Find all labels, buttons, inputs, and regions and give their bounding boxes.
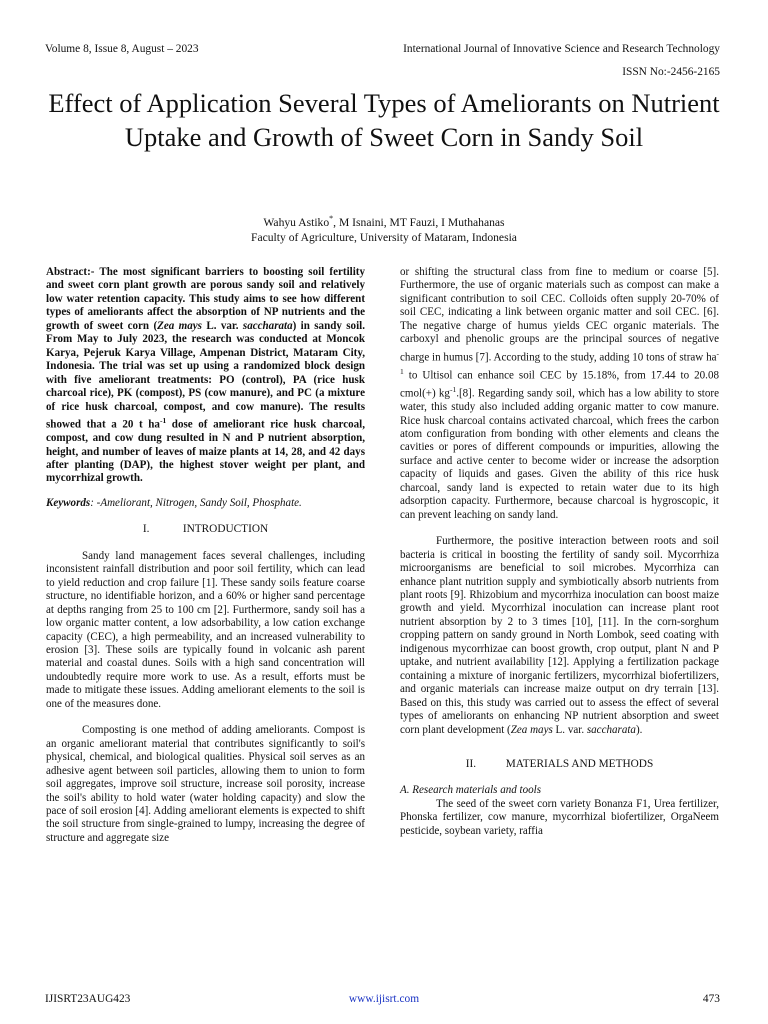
keywords: Keywords: -Ameliorant, Nitrogen, Sandy Soil, Phosphate. xyxy=(46,496,302,509)
intro-paragraph-1: Sandy land management faces several challenges, including inconsistent rainfall distribution and poor soil fertility, which can lead to yield reduction and crop failure [1]. These sandy soils feature coarse structure, no identifiable horizon, and a 60% or higher sand percentage at depths ranging from 25 to 100 cm [2]. Furthermore, sandy soil has a low organic matter content, a low adsorbability, a low cation exchange capacity (CEC), a high permeability, and an increased vulnerability to erosion [3]. These soils are typically found in volcanic ash parent material and coastal dunes. Soils with a high sand concentration will undoubtedly require more work to use. As a result, efforts must be made to mitigate these issues. Adding ameliorant elements to the soil is one of the measures done. xyxy=(46,549,365,710)
section-heading-materials-methods: II. MATERIALS AND METHODS xyxy=(465,757,654,770)
paper-title: Effect of Application Several Types of Ameliorants on Nutrient Uptake and Growth of Sweet Corn in Sandy Soil xyxy=(48,88,720,152)
corresponding-author-mark: * xyxy=(329,214,334,223)
journal-name-header: International Journal of Innovative Science and Research Technology xyxy=(403,43,720,55)
first-author: Wahyu Astiko xyxy=(263,215,330,229)
intro-paragraph-3: or shifting the structural class from fine to medium or coarse [5]. Furthermore, the use of organic materials such as compost can make a significant contribution to soil CEC. Colloids often supply 20-70% of soil CEC, indicating a link between organic matter and soil CEC. [6]. The negative charge of humus yields CEC organic materials. The carboxyl and phenolic groups are the principal sources of negative charge in humus [7]. According to the study, adding 10 tons of straw $ha^{-1}$ to Ultisol can enhance soil CEC by 15.18%, from 17.44 to 20.08 cmol(+) $kg^{-1}.[8]$. Regarding sandy soil, which has a low ability to store water, this study also included adding organic matter to cow manure. Rice husk charcoal contains activated charcoal, which frees the carbon atom configuration from bonding with other elements and cleans the cavities or pores of different compounds or impurities, allowing the surface and active center to become wider or increase the adsorption capacity of liquids and gases. Given the ability of this rice husk charcoal, sandy land is expected to retain water due to its high adsorption capacity. Furthermore, because charcoal is hygroscopic, it can prevent leaching on sandy land. xyxy=(400,266,719,521)
left-column xyxy=(46,266,365,845)
right-column xyxy=(400,266,719,838)
journal-volume-header: Volume 8, Issue 8, August – 2023 xyxy=(45,43,199,55)
subsection-heading-materials-tools: A. Research materials and tools xyxy=(400,784,542,797)
methods-paragraph-1: The seed of the sweet corn variety Bonanza F1, Urea fertilizer, Phonska fertilizer, cow manure, mycorrhizal biofertilizer, OrgaNeem pesticide, soybean variety, raffia xyxy=(400,797,719,837)
intro-paragraph-4: Furthermore, the positive interaction between roots and soil bacteria is critical in boosting the fertility of sandy soil. Mycorrhiza microorganisms are beneficial to soil microbes. Mycorrhiza can enhance plant nutrition supply and symbiotically absorb nutrients from plant roots [9]. Rhizobium and mycorrhiza inoculation can boost maize growth and yield. Mycorrhizal inoculation can increase plant root nutrient absorption by 2 to 3 times [10], [11]. In the corn-sorghum cropping pattern on sandy ground in North Lombok, seed coating with indigenous mycorrhizae can boost growth, crop output, plant N and P uptake, and nutrient availability [12]. Applying a fertilization package containing a mixture of inorganic fertilizers, mycorrhizal biofertilizers, and organic materials can increase maize output on dry terrain [13]. Based on this, this study was carried out to assess the effect of several types of ameliorants on enhancing NP nutrient absorption and sweet corn plant development (Zea mays L. var. saccharata). xyxy=(400,535,719,736)
page-number: 473 xyxy=(702,993,720,1005)
paper-id-footer: IJISRT23AUG423 xyxy=(45,993,131,1005)
other-authors: , M Isnaini, MT Fauzi, I Muthahanas xyxy=(333,215,505,229)
author-list xyxy=(0,214,768,229)
section-heading-introduction: I. INTRODUCTION xyxy=(142,523,269,536)
abstract: Abstract:- The most significant barriers to boosting soil fertility and sweet corn plant growth are porous sandy soil and relatively low water retention capacity. This study aims to see how different types of ameliorants affect the absorption of NP nutrients and the growth of sweet corn (Zea mays L. var. saccharata) in sandy soil. From May to July 2023, the research was conducted at Moncok Karya, Pejeruk Karya Village, Ampenan District, Mataram City, Indonesia. The trial was set up using a randomized block design with five ameliorant treatments: PO (control), PA (rice husk charcoal rice), PK (compost), PS (cow manure), and PC (a mixture of rice husk charcoal, compost, and cow manure). The results showed that a 20 t $ha^{-1}$ dose of ameliorant rice husk charcoal, compost, and cow dung resulted in N and P nutrient absorption, height, and number of leaves of maize plants at 14, 28, and 42 days after planting (DAP), the highest stover weight per plant, and mycorrhizal growth. xyxy=(46,266,365,485)
author-affiliation: Faculty of Agriculture, University of Mataram, Indonesia xyxy=(251,231,517,244)
issn-header: ISSN No:-2456-2165 xyxy=(622,66,720,78)
website-link-footer[interactable]: www.ijisrt.com xyxy=(348,993,420,1005)
intro-paragraph-2: Composting is one method of adding ameliorants. Compost is an organic ameliorant material that contributes significantly to soil's physical, chemical, and biological qualities. Physical soil serves as an adhesive agent between soil particles, allowing them to union to form soil aggregates, improve soil structure, increase soil porosity, increase the soil's ability to hold water (water holding capacity) and slow the pace of soil erosion [4]. Adding ameliorant elements is expected to shift the soil structure from single-grained to lumpy, increasing the degree of structure and aggregate size xyxy=(46,724,365,844)
